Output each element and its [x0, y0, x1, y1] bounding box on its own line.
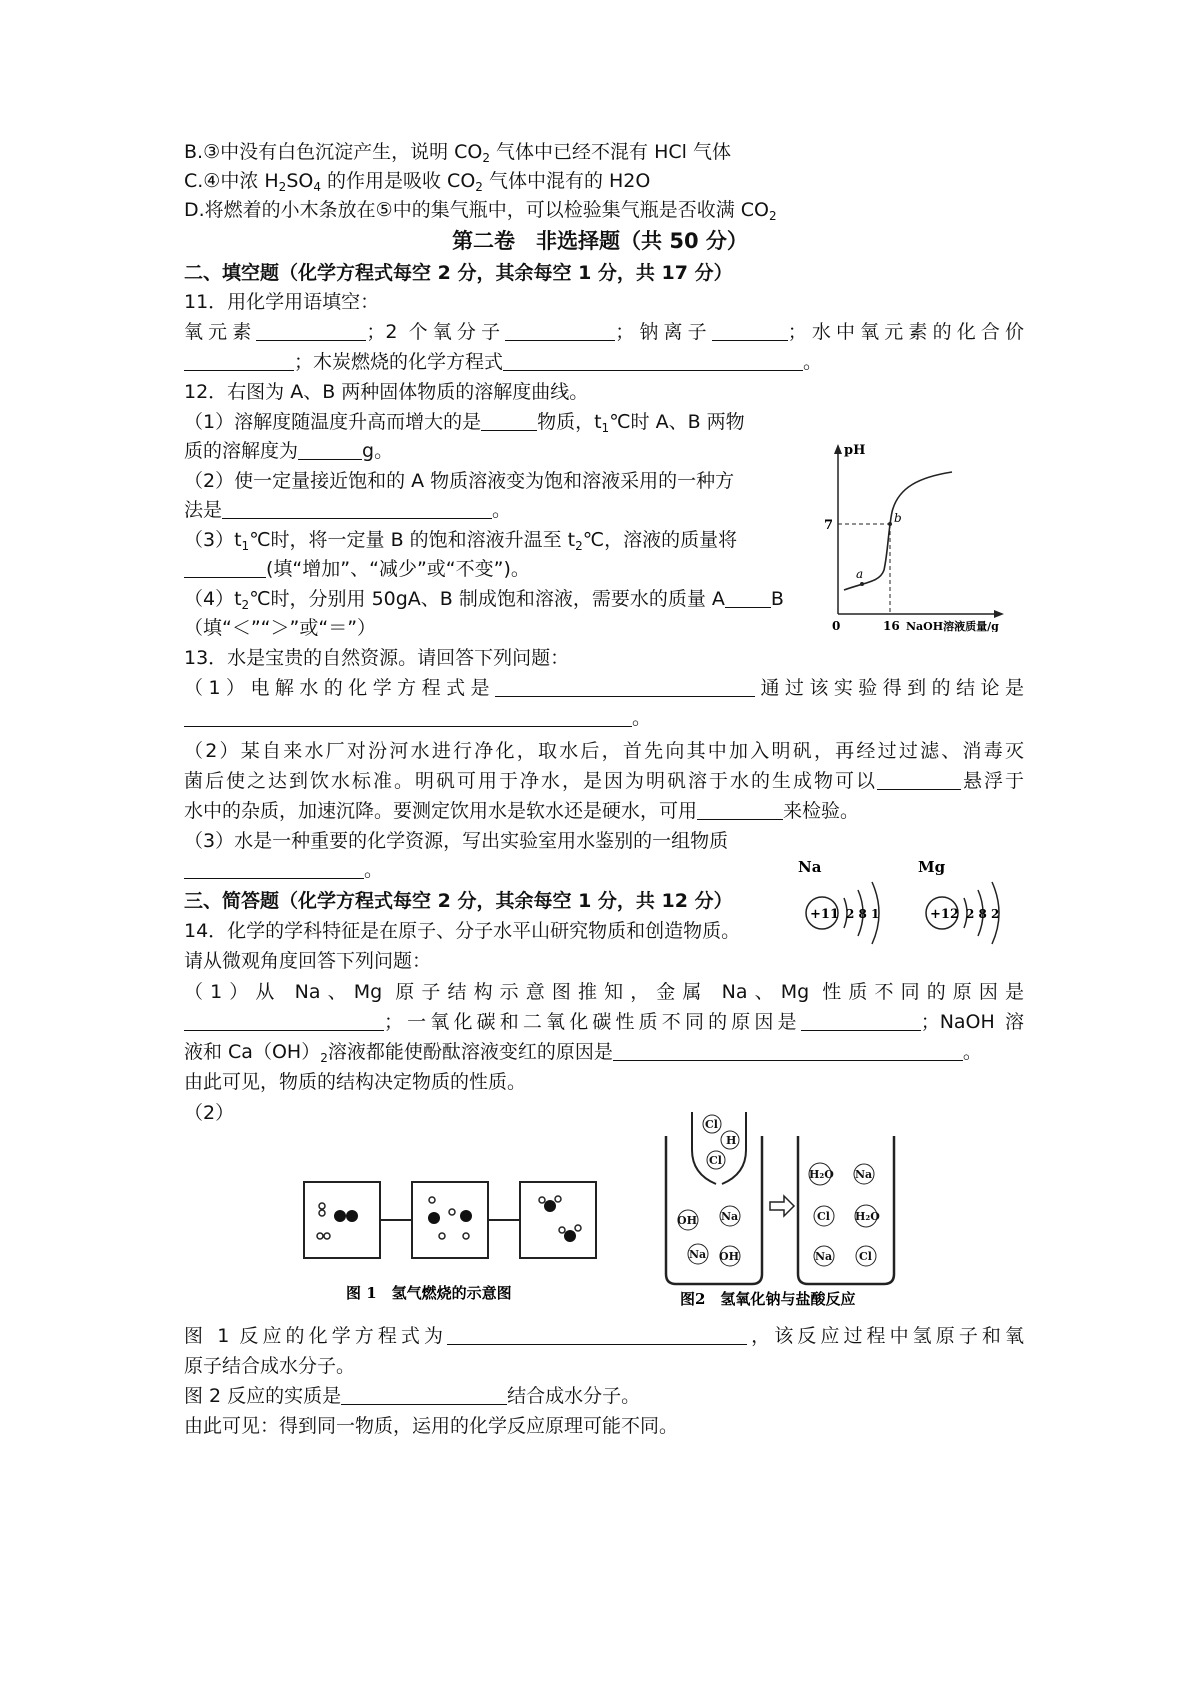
q12-part3b: (填“增加”、“减少”或“不变”)。	[184, 556, 530, 582]
y-axis-label: pH	[844, 443, 866, 458]
figure1-caption: 图 1 氢气燃烧的示意图	[346, 1284, 512, 1302]
ion-cl: Cl	[709, 1154, 722, 1167]
q13-part1: （1）电解水的化学方程式是 通过该实验得到的结论是	[184, 677, 1024, 699]
q14-part1: （1）从 Na、Mg 原子结构示意图推知，金属 Na、Mg 性质不同的原因是	[184, 981, 1024, 1003]
ion-na: Na	[855, 1168, 873, 1181]
figure1-hydrogen-combustion	[302, 1180, 602, 1310]
box-products	[520, 1182, 596, 1258]
part-title: 第二卷 非选择题（共 50 分）	[452, 229, 748, 253]
answer-blank[interactable]	[447, 1324, 747, 1345]
ph-curve-figure	[820, 432, 1020, 632]
q14-stem1: 14．化学的学科特征是在原子、分子水平山研究物质和创造物质。	[184, 920, 741, 942]
q14-part1b: ；一氧化碳和二氧化碳性质不同的原因是 ；NaOH 溶	[184, 1009, 1024, 1035]
answer-blank[interactable]	[184, 706, 632, 727]
q12-part2: （2）使一定量接近饱和的 A 物质溶液变为饱和溶液采用的一种方	[184, 470, 735, 492]
na-nucleus-charge: +11	[810, 907, 839, 922]
na-symbol: Na	[798, 858, 822, 876]
mg-atom-diagram	[918, 858, 999, 944]
answer-blank[interactable]	[222, 498, 492, 519]
ion-oh: OH	[719, 1250, 739, 1263]
section2-heading: 二、填空题（化学方程式每空 2 分，其余每空 1 分，共 17 分）	[184, 262, 733, 284]
molecule-h2o: H₂O	[855, 1210, 880, 1223]
q13-part2: （2）某自来水厂对汾河水进行净化，取水后，首先向其中加入明矾，再经过过滤、消毒灭	[184, 740, 1024, 762]
q11-line1: 氧元素 ；2 个氧分子 ；钠离子 ；水中氧元素的化合价	[184, 321, 1024, 343]
q12-part1: （1）溶解度随温度升高而增大的是 物质，$t_1℃$时 A、B 两物	[184, 411, 745, 435]
ion-cl: Cl	[859, 1250, 872, 1263]
answer-blank[interactable]	[801, 1010, 921, 1031]
atom-structure-diagrams	[796, 858, 1032, 962]
q12-part4b: （填“＜”“＞”或“＝”）	[184, 617, 377, 639]
figure2-caption: 图2 氢氧化钠与盐酸反应	[680, 1290, 856, 1308]
q11-stem: 11．用化学用语填空：	[184, 291, 380, 313]
q13-part1b: 。	[184, 705, 651, 731]
q14-part2: （2）	[184, 1102, 235, 1124]
mg-symbol: Mg	[918, 858, 946, 876]
origin-tick: 0	[832, 619, 841, 632]
answer-blank[interactable]	[505, 320, 615, 341]
q12-part2b: 法是 。	[184, 499, 512, 521]
figure2-neutralization	[660, 1110, 900, 1310]
answer-blank[interactable]	[184, 350, 294, 371]
q14-stem2: 请从微观角度回答下列问题：	[184, 950, 432, 972]
answer-blank[interactable]	[184, 557, 266, 578]
q14-final-conclusion: 由此可见：得到同一物质，运用的化学反应原理可能不同。	[184, 1415, 679, 1437]
q13-part2c: 水中的杂质，加速沉降。要测定饮用水是软水还是硬水，可用 来检验。	[184, 800, 860, 822]
q12-part3: $(3)t_1℃$时，将一定量 B 的饱和溶液升温至 $t_2℃$，溶液的质量将	[184, 529, 738, 553]
section3-heading: 三、简答题（化学方程式每空 2 分，其余每空 1 分，共 12 分）	[184, 890, 733, 912]
answer-blank[interactable]	[877, 769, 961, 790]
q13-part3b: 。	[184, 857, 383, 883]
q14-fig1-question-b: 原子结合成水分子。	[184, 1355, 356, 1377]
choice-c: C.④中浓 $H_2SO_4$ 的作用是吸收 $CO_2$ 气体中混有的 H2O	[184, 170, 651, 194]
q13-stem: 13．水是宝贵的自然资源。请回答下列问题：	[184, 647, 570, 669]
answer-blank[interactable]	[697, 799, 783, 820]
molecule-h2o: H₂O	[809, 1168, 834, 1181]
ion-na: Na	[689, 1248, 707, 1261]
ion-na: Na	[815, 1250, 833, 1263]
q12-part1b: 质的溶解度为 g。	[184, 440, 394, 462]
na-electrons: 2 8 1	[846, 907, 880, 921]
q11-line2: ；木炭燃烧的化学方程式 。	[184, 349, 822, 375]
answer-blank[interactable]	[256, 320, 366, 341]
choice-d: D.将燃着的小木条放在⑤中的集气瓶中，可以检验集气瓶是否收满 $CO_2$	[184, 199, 777, 223]
q14-part1c: 液和 $Ca(OH)_2$溶液都能使酚酞溶液变红的原因是 。	[184, 1041, 982, 1065]
y-axis-arrow	[834, 444, 842, 454]
q14-fig2-question: 图 2 反应的实质是 结合成水分子。	[184, 1385, 641, 1407]
ph7-tick: 7	[824, 518, 834, 533]
point-a-label: a	[856, 567, 864, 581]
answer-blank[interactable]	[503, 350, 803, 371]
answer-blank[interactable]	[481, 410, 537, 431]
ion-cl: Cl	[705, 1118, 718, 1131]
answer-blank[interactable]	[495, 676, 755, 697]
reaction-arrow	[770, 1196, 794, 1216]
ion-h: H	[726, 1134, 737, 1147]
mg-electrons: 2 8 2	[966, 907, 1000, 921]
point-a	[860, 582, 864, 586]
q13-part2b: 菌后使之达到饮水标准。明矾可用于净水，是因为明矾溶于水的生成物可以 悬浮于	[184, 770, 1024, 792]
x-axis-label: NaOH溶液质量/g	[906, 620, 999, 632]
q13-part3: （3）水是一种重要的化学资源，写出实验室用水鉴别的一组物质	[184, 830, 729, 852]
x16-tick: 16	[883, 619, 900, 632]
ion-na: Na	[721, 1210, 739, 1223]
box-atoms	[412, 1182, 488, 1258]
answer-blank[interactable]	[712, 320, 788, 341]
na-atom-diagram	[798, 858, 879, 944]
q12-stem: 12．右图为 A、B 两种固体物质的溶解度曲线。	[184, 381, 589, 403]
ion-cl: Cl	[817, 1210, 830, 1223]
answer-blank[interactable]	[341, 1384, 507, 1405]
answer-blank[interactable]	[613, 1040, 963, 1061]
ion-oh: OH	[677, 1214, 697, 1227]
answer-blank[interactable]	[725, 587, 771, 608]
answer-blank[interactable]	[298, 439, 362, 460]
q14-fig1-question: 图 1 反应的化学方程式为 ，该反应过程中氢原子和氧	[184, 1325, 1024, 1347]
q14-conclusion: 由此可见，物质的结构决定物质的性质。	[184, 1071, 527, 1093]
answer-blank[interactable]	[184, 1010, 384, 1031]
point-b-label: b	[894, 511, 902, 525]
choice-b: B.③中没有白色沉淀产生，说明 $CO_2$ 气体中已经不混有 HCl 气体	[184, 141, 731, 165]
q12-part4: $(4)t_2℃$时，分别用 50gA、B 制成饱和溶液，需要水的质量 A B	[184, 588, 784, 612]
point-b	[888, 522, 892, 526]
answer-blank[interactable]	[184, 858, 364, 879]
x-axis-arrow	[994, 610, 1004, 618]
mg-nucleus-charge: +12	[930, 907, 959, 922]
